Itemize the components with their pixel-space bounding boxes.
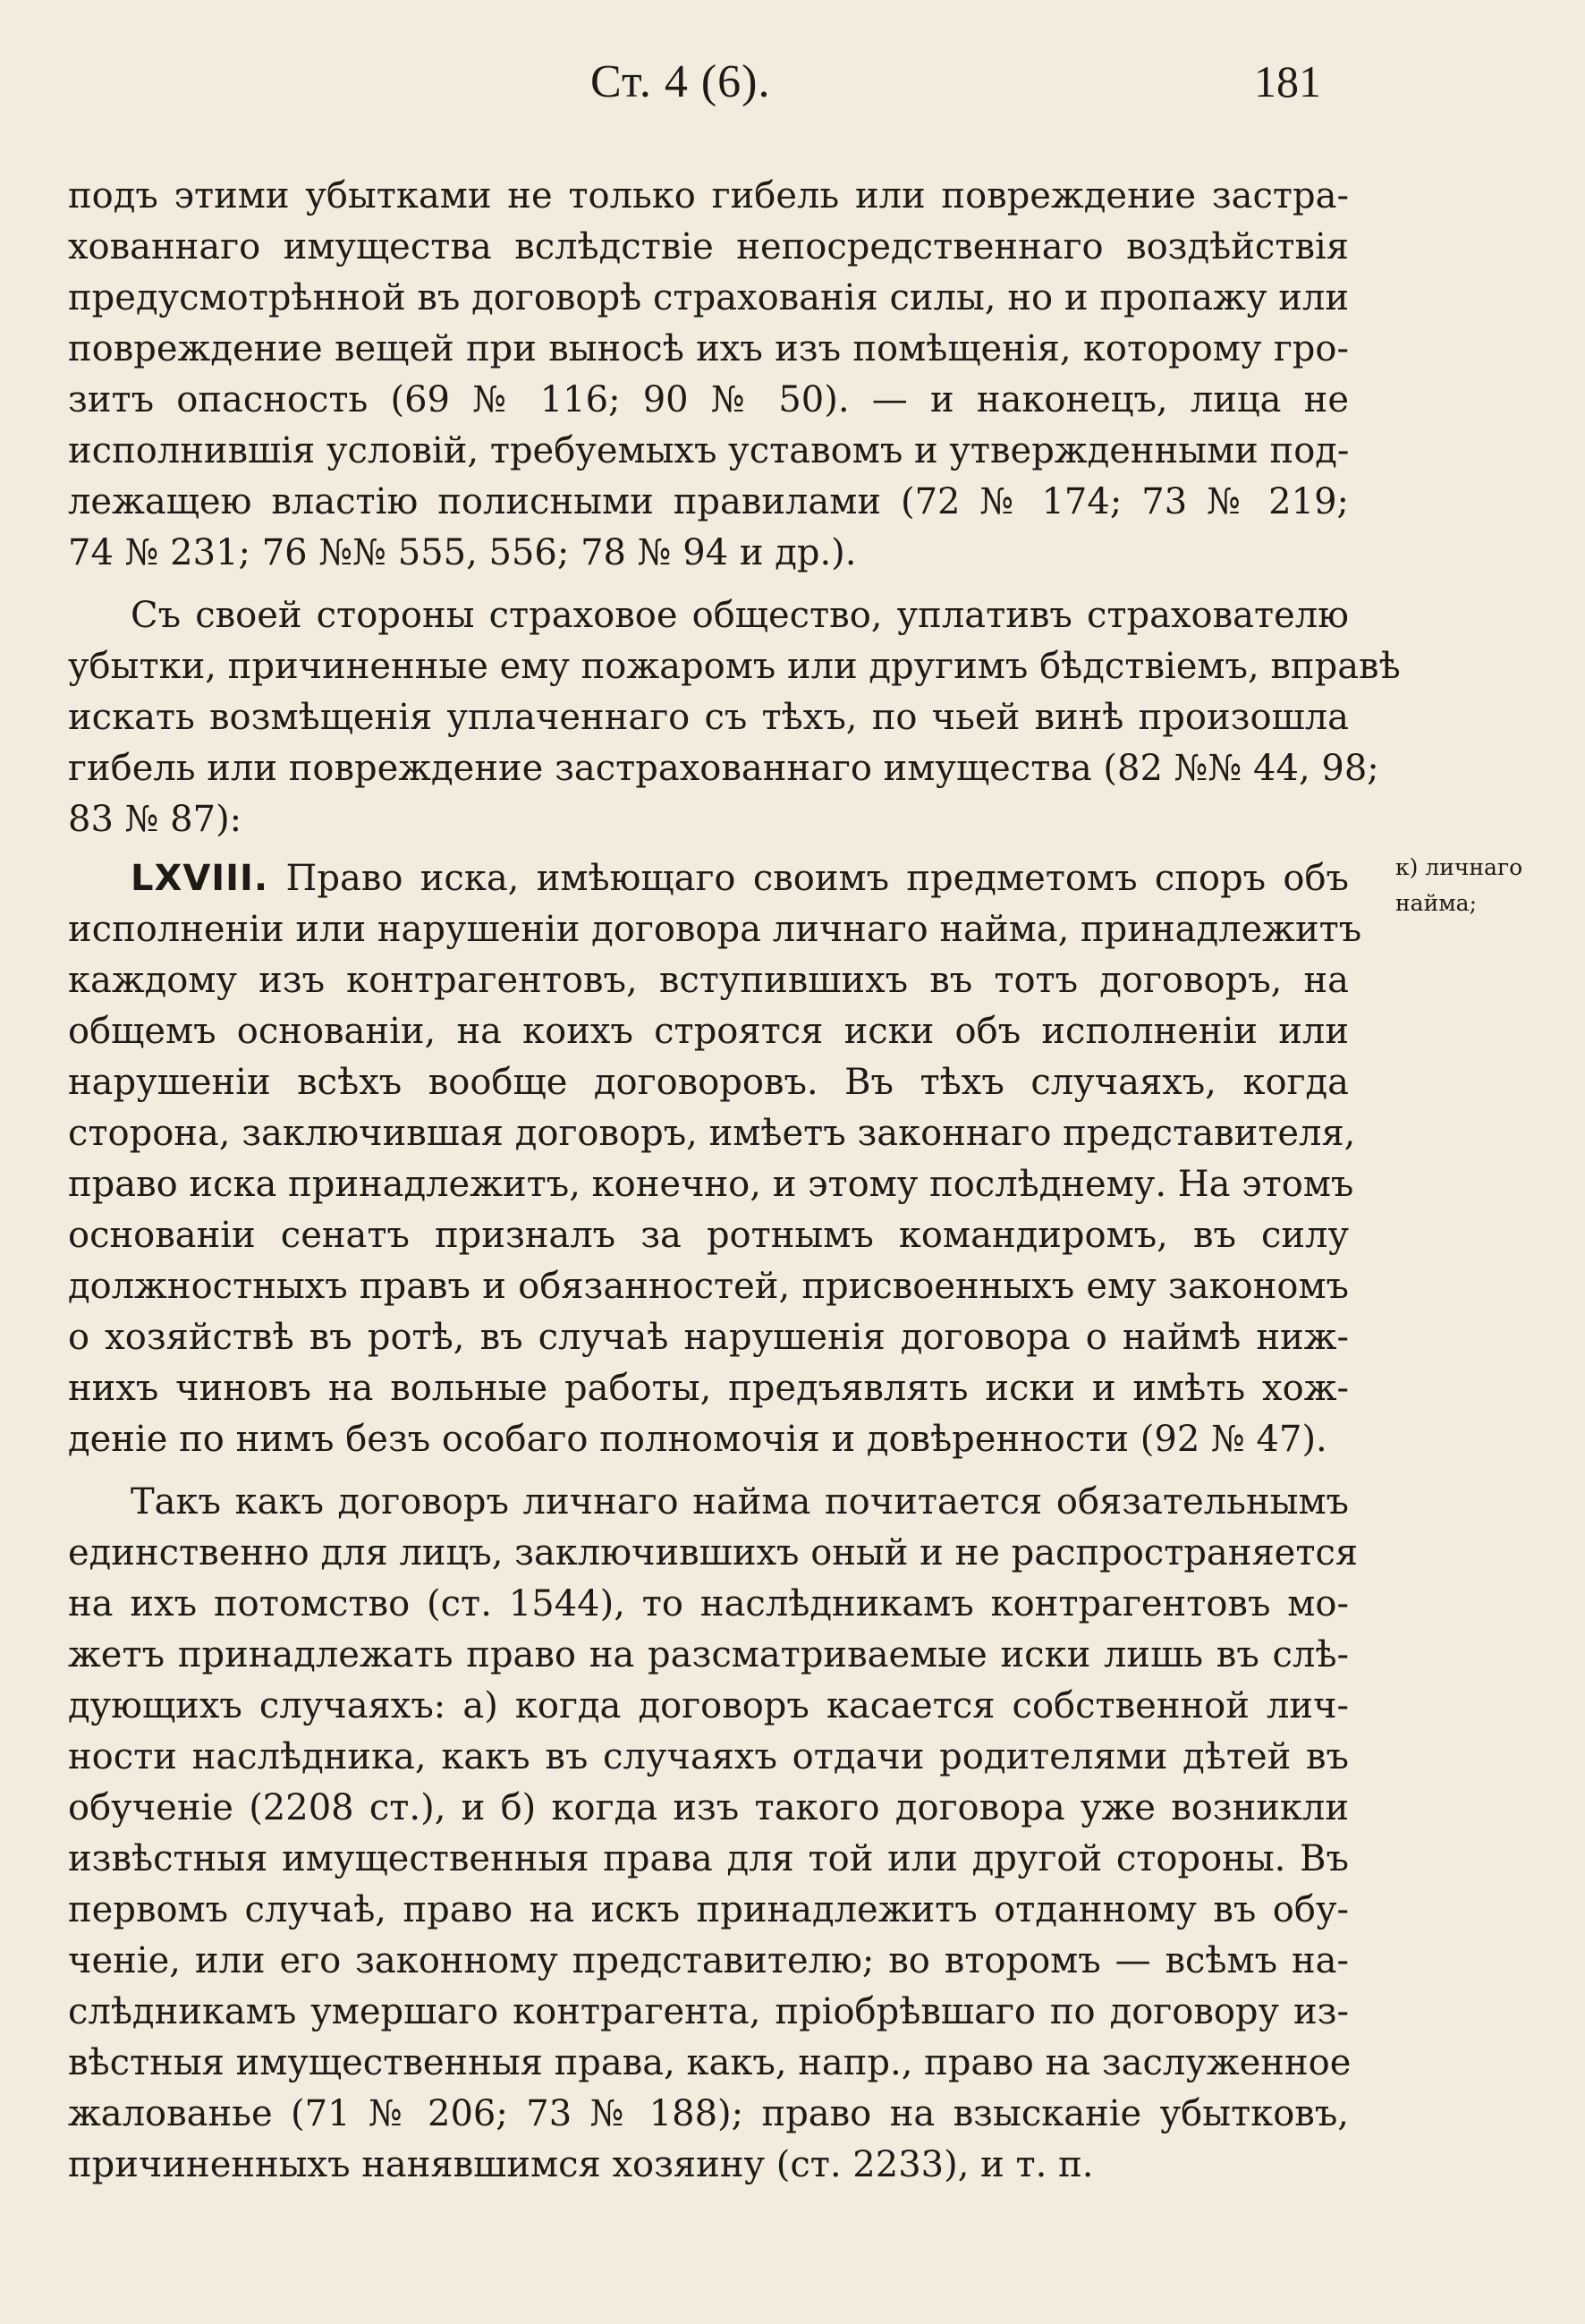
text-line: исполнившія условій, требуемыхъ уставомъ и утвержденными под- [68, 430, 1350, 471]
text-line: на ихъ потомство (ст. 1544), то наслѣдникамъ контрагентовъ мо- [68, 1583, 1349, 1624]
text-line: ченіе, или его законному представителю; во второмъ — всѣмъ на- [68, 1940, 1349, 1981]
text-line: нихъ чиновъ на вольные работы, предъявлять иски и имѣть хож- [68, 1368, 1349, 1409]
text-line: повреждение вещей при выносѣ ихъ изъ помѣщенія, которому гро- [68, 328, 1349, 369]
text-line: слѣдникамъ умершаго контрагента, пріобрѣвшаго по договору из- [68, 1991, 1349, 2032]
text-line: первомъ случаѣ, право на искъ принадлежитъ отданному въ обу- [68, 1889, 1349, 1930]
text-line: сторона, заключившая договоръ, имѣетъ законнаго представителя, [68, 1113, 1356, 1154]
text-line: Съ своей стороны страховое общество, уплативъ страхователю [131, 595, 1349, 636]
text-line: 83 № 87): [68, 799, 242, 840]
page-number: 181 [1254, 56, 1321, 106]
margin-note [1395, 850, 1583, 921]
text-line: предусмотрѣнной въ договорѣ страхованія силы, но и пропажу или [68, 277, 1349, 318]
text-line: исполненіи или нарушеніи договора личнаго найма, принадлежитъ [68, 909, 1362, 950]
page-header [0, 55, 1585, 127]
text-line: общемъ основаніи, на коихъ строятся иски объ исполненіи или [68, 1011, 1349, 1052]
text-line: основаніи сенатъ призналъ за ротнымъ командиромъ, въ силу [68, 1215, 1349, 1256]
text-line: о хозяйствѣ въ ротѣ, въ случаѣ нарушенія договора о наймѣ ниж- [68, 1317, 1349, 1358]
page-title: Ст. 4 (6). [590, 56, 771, 107]
section-numeral: LXVIII. [131, 858, 269, 899]
text-line: извѣстныя имущественныя права для той или другой стороны. Въ [68, 1838, 1349, 1879]
text-line: зитъ опасность (69 № 116; 90 № 50). — и наконецъ, лица не [68, 379, 1349, 420]
text-line: дующихъ случаяхъ: а) когда договоръ касается собственной лич- [68, 1685, 1349, 1726]
text-line: искать возмѣщенія уплаченнаго съ тѣхъ, по чьей винѣ произошла [68, 697, 1349, 738]
text-line: деніе по нимъ безъ особаго полномочія и довѣренности (92 № 47). [68, 1419, 1327, 1460]
text-line: единственно для лицъ, заключившихъ оный и не распространяется [68, 1532, 1359, 1573]
text-line: ности наслѣдника, какъ въ случаяхъ отдачи родителями дѣтей въ [68, 1736, 1349, 1777]
text-line: право иска принадлежитъ, конечно, и этому послѣднему. На этомъ [68, 1164, 1354, 1205]
text-line: обученіе (2208 ст.), и б) когда изъ такого договора уже возникли [68, 1787, 1349, 1828]
text-line: жетъ принадлежать право на разсматриваемые иски лишь въ слѣ- [68, 1634, 1349, 1675]
section-first-line: Право иска, имѣющаго своимъ предметомъ споръ объ [285, 858, 1350, 899]
text-line: убытки, причиненные ему пожаромъ или другимъ бѣдствіемъ, вправѣ [68, 646, 1401, 687]
text-line [68, 852, 1349, 905]
text-line: каждому изъ контрагентовъ, вступившихъ въ тотъ договоръ, на [68, 960, 1349, 1001]
text-line: Такъ какъ договоръ личнаго найма почитается обязательнымъ [131, 1481, 1349, 1522]
text-line: вѣстныя имущественныя права, какъ, напр., право на заслуженное [68, 2042, 1352, 2083]
text-line: причиненныхъ нанявшимся хозяину (ст. 2233), и т. п. [68, 2144, 1094, 2185]
text-line: гибель или повреждение застрахованнаго имущества (82 №№ 44, 98; [68, 748, 1379, 789]
text-line: жалованье (71 № 206; 73 № 188); право на взысканіе убытковъ, [68, 2093, 1349, 2134]
text-line: лежащею властію полисными правилами (72 № 174; 73 № 219; [68, 481, 1349, 522]
text-line: нарушеніи всѣхъ вообще договоровъ. Въ тѣхъ случаяхъ, когда [68, 1062, 1349, 1103]
text-line: 74 № 231; 76 №№ 555, 556; 78 № 94 и др.). [68, 532, 857, 573]
margin-note-line: найма; [1395, 890, 1478, 916]
margin-note-line: к) личнаго [1395, 854, 1523, 880]
text-line: должностныхъ правъ и обязанностей, присвоенныхъ ему закономъ [68, 1266, 1349, 1307]
text-line: хованнаго имущества вслѣдствіе непосредственнаго воздѣйствія [68, 226, 1349, 267]
text-line: подъ этими убытками не только гибель или повреждение застра- [68, 175, 1349, 216]
